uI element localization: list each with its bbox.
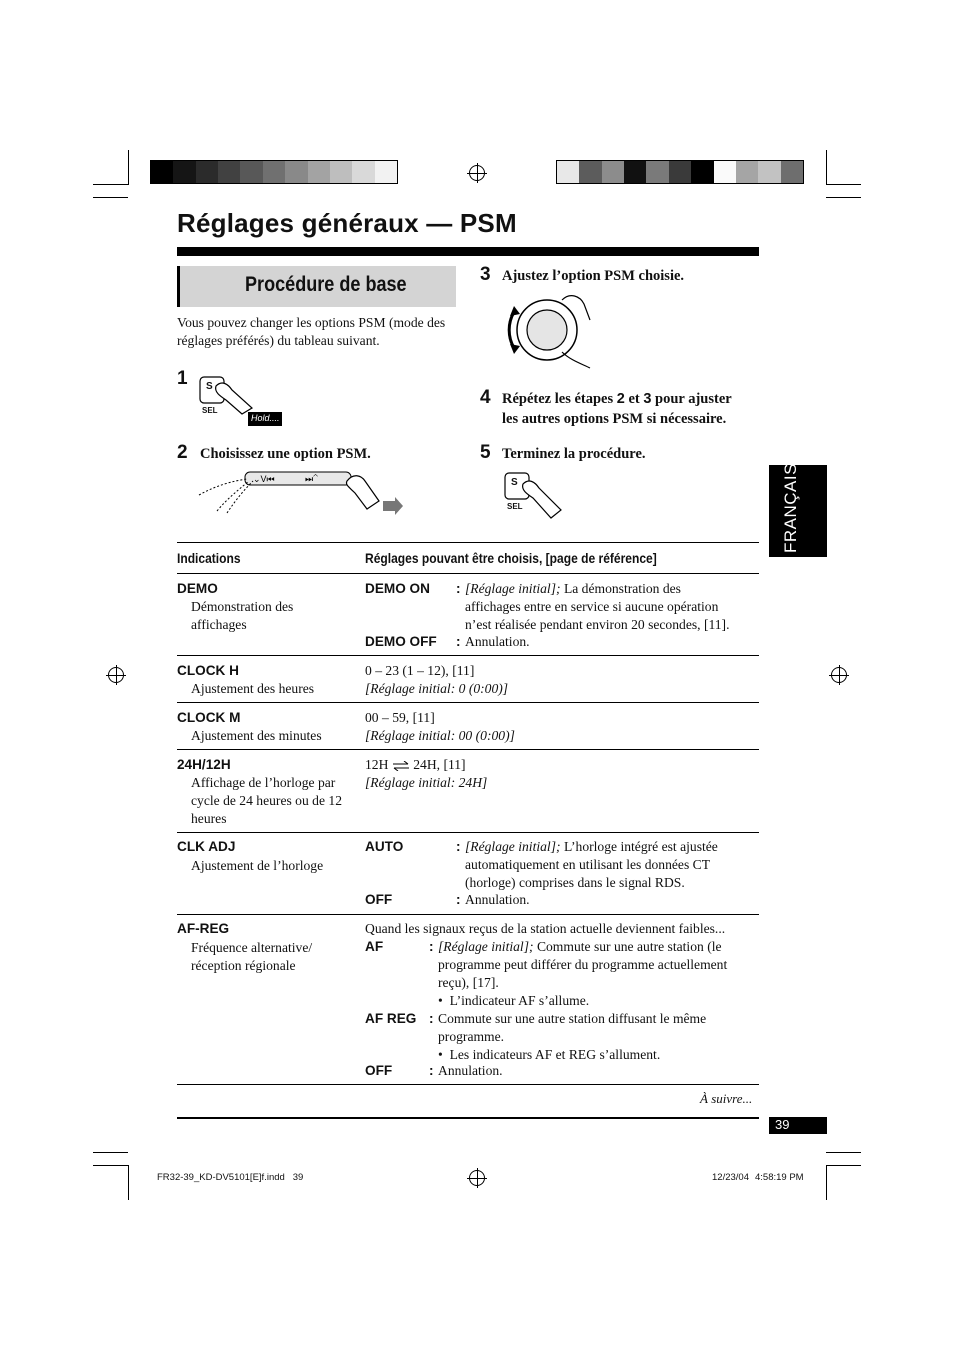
text-line: programme peut différer du programme actuellement: [438, 957, 728, 972]
footer-filename: FR32-39_KD-DV5101[E]f.indd 39: [157, 1172, 304, 1183]
table-rule-bottom: [177, 1084, 759, 1085]
crop-mark: [826, 1152, 861, 1153]
registration-mark-bottom: [469, 1170, 485, 1186]
rotary-knob-icon: [500, 290, 594, 370]
text-line: affichages entre en service si aucune opération: [465, 599, 719, 614]
initial-setting: [Réglage initial: 24H]: [365, 775, 488, 790]
step-text: Choisissez une option PSM.: [200, 446, 371, 462]
table-row-desc: Ajustement des minutes: [191, 728, 322, 743]
table-row-name: CLOCK M: [177, 710, 241, 725]
step-text: [502, 389, 772, 429]
option-label: OFF: [365, 1063, 393, 1078]
page-title: Réglages généraux — PSM: [177, 208, 517, 238]
option-label: DEMO ON: [365, 581, 430, 596]
option-text: Annulation.: [438, 1063, 503, 1078]
crop-mark: [93, 1165, 128, 1166]
option-label: AF REG: [365, 1011, 417, 1026]
option-colon: :: [456, 634, 461, 649]
sel-s-label: S: [206, 381, 213, 392]
text-line: programme.: [438, 1029, 505, 1044]
crop-mark: [826, 150, 827, 185]
svg-text:⌄V⏮: ⌄V⏮: [253, 474, 275, 484]
initial-setting: [Réglage initial: 0 (0:00)]: [365, 681, 509, 696]
step-text: Ajustez l’option PSM choisie.: [502, 268, 685, 284]
crop-mark: [128, 1165, 129, 1200]
table-row-name: DEMO: [177, 581, 218, 596]
desc-line: heures: [191, 811, 227, 826]
option-text: [465, 580, 765, 634]
table-row-name: AF-REG: [177, 921, 230, 936]
option-text: Annulation.: [465, 634, 530, 649]
text-line: La démonstration des: [563, 581, 681, 596]
continued-note: À suivre...: [700, 1091, 753, 1106]
step-number: 1: [177, 368, 188, 389]
step-ref: 2: [616, 391, 625, 407]
option-range: [365, 756, 466, 774]
footer-date: 12/23/04: [712, 1172, 749, 1183]
initial-setting: [Réglage initial: 00 (0:00)]: [365, 728, 515, 743]
crop-mark: [128, 150, 129, 185]
table-header-indications: Indications: [177, 550, 241, 566]
table-row-desc: [191, 939, 312, 975]
step-text-part: pour ajuster: [651, 391, 732, 407]
page-number: 39: [775, 1117, 790, 1132]
table-rule: [177, 832, 759, 833]
hold-label: Hold....: [251, 413, 280, 423]
sel-label: SEL: [507, 502, 523, 511]
bottom-rule: [177, 1117, 759, 1119]
crop-mark: [93, 1152, 128, 1153]
table-rule-top: [177, 542, 759, 543]
crop-mark: [826, 1165, 861, 1166]
color-bar-left: [150, 160, 398, 184]
option-colon: :: [429, 1063, 434, 1078]
initial-setting: [Réglage initial];: [438, 939, 534, 954]
crop-mark: [826, 184, 861, 185]
text-line: automatiquement en utilisant les données CT: [465, 857, 711, 872]
bullet-item: • L’indicateur AF s’allume.: [438, 993, 590, 1008]
option-label: DEMO OFF: [365, 634, 437, 649]
rocker-button-icon: [197, 467, 405, 517]
desc-line: Démonstration des: [191, 599, 294, 614]
option-colon: :: [456, 581, 461, 596]
initial-setting: [Réglage initial];: [465, 581, 561, 596]
step-text: Terminez la procédure.: [502, 446, 646, 462]
step-text-part: les autres options PSM si nécessaire.: [502, 411, 727, 427]
option-text: [438, 938, 758, 1010]
option-colon: :: [429, 1011, 434, 1026]
step-number: 4: [480, 387, 491, 408]
option-range: 00 – 59, [11]: [365, 710, 435, 725]
table-row-desc: Ajustement de l’horloge: [191, 858, 324, 873]
option-intro: Quand les signaux reçus de la station actuelle deviennent faibles...: [365, 921, 726, 936]
option-label: AUTO: [365, 839, 404, 854]
table-header-settings: Réglages pouvant être choisis, [page de référence]: [365, 550, 657, 566]
option-value: 24H, [11]: [413, 757, 466, 772]
step-number: 2: [177, 442, 188, 463]
crop-mark: [826, 197, 861, 198]
table-rule: [177, 914, 759, 915]
table-row-desc: [191, 774, 342, 828]
crop-mark: [93, 184, 128, 185]
text-line: (horloge) comprises dans le signal RDS.: [465, 875, 685, 890]
desc-line: cycle de 24 heures ou de 12: [191, 793, 342, 808]
text-line: Les indicateurs AF et REG s’allument.: [449, 1047, 661, 1062]
registration-mark-left: [108, 667, 124, 683]
toggle-arrows-icon: [392, 761, 410, 771]
step-text-part: et: [624, 391, 644, 407]
intro-text: Vous pouvez changer les options PSM (mode des réglages préférés) du tableau suivant.: [177, 315, 446, 348]
table-row-desc: Ajustement des heures: [191, 681, 315, 696]
table-row-name: 24H/12H: [177, 757, 231, 772]
option-colon: :: [456, 892, 461, 907]
desc-line: affichages: [191, 617, 247, 632]
table-rule: [177, 573, 759, 574]
table-rule: [177, 655, 759, 656]
option-colon: :: [456, 839, 461, 854]
footer-time: 4:58:19 PM: [755, 1172, 804, 1183]
option-text: Annulation.: [465, 892, 530, 907]
option-text: [438, 1010, 758, 1064]
desc-line: Fréquence alternative/: [191, 940, 313, 955]
table-row-name: CLOCK H: [177, 663, 239, 678]
option-label: AF: [365, 939, 384, 954]
desc-line: Affichage de l’horloge par: [191, 775, 336, 790]
option-colon: :: [429, 939, 434, 954]
option-label: OFF: [365, 892, 393, 907]
text-line: n’est réalisée pendant environ 20 secondes, [11].: [465, 617, 730, 632]
table-row-desc: [191, 598, 293, 634]
svg-text:⏭⌃: ⏭⌃: [305, 474, 318, 484]
text-line: L’indicateur AF s’allume.: [449, 993, 590, 1008]
sel-label: SEL: [202, 406, 218, 415]
text-line: reçu), [17].: [438, 975, 499, 990]
step-number: 5: [480, 442, 491, 463]
table-rule: [177, 702, 759, 703]
step-text-part: Répétez les étapes: [502, 391, 617, 407]
sel-s-label: S: [511, 477, 518, 488]
option-range: 0 – 23 (1 – 12), [11]: [365, 663, 475, 678]
crop-mark: [93, 197, 128, 198]
text-line: Commute sur une autre station (le: [536, 939, 722, 954]
title-rule: [177, 247, 759, 256]
step-number: 3: [480, 264, 491, 285]
crop-mark: [826, 1165, 827, 1200]
desc-line: réception régionale: [191, 958, 296, 973]
step-ref: 3: [643, 391, 652, 407]
table-row-name: CLK ADJ: [177, 839, 236, 854]
initial-setting: [Réglage initial];: [465, 839, 561, 854]
option-text: [465, 838, 765, 892]
registration-mark-right: [831, 667, 847, 683]
text-line: Commute sur une autre station diffusant le même: [438, 1011, 707, 1026]
bullet-item: • Les indicateurs AF et REG s’allument.: [438, 1047, 661, 1062]
color-bar-right: [556, 160, 804, 184]
registration-mark-top: [469, 165, 485, 181]
table-rule: [177, 749, 759, 750]
language-tab-label: FRANÇAIS: [781, 463, 800, 553]
option-value: 12H: [365, 757, 389, 772]
text-line: L’horloge intégré est ajustée: [563, 839, 718, 854]
section-title: Procédure de base: [245, 273, 407, 296]
